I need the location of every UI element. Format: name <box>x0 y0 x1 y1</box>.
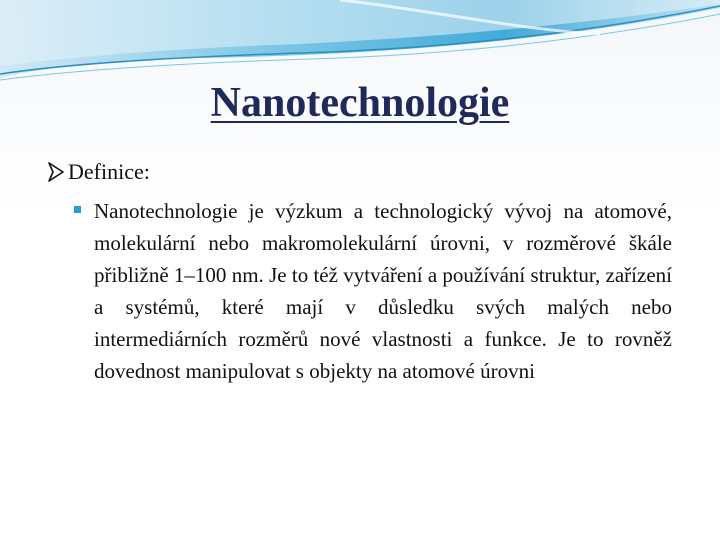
square-bullet-icon <box>74 206 81 213</box>
definition-text: Nanotechnologie je výzkum a technologický vývoj na atomové, molekulární nebo makromolekulární úrovni, v rozměrové škále přibližně 1–100 nm. Je to též vytváření a používání struktur, zařízení a systémů, které mají v důsledku svých malých nebo intermediárních rozměrů nové vlastnosti a funkce. Je to rovněž dovednost manipulovat s objekty na atomové úrovni <box>94 199 672 383</box>
definition-heading: Definice: <box>68 159 150 184</box>
header-wave-decoration <box>0 0 720 90</box>
arrow-bullet-icon <box>46 160 66 184</box>
definition-item <box>72 195 672 387</box>
definition-heading-item <box>46 156 150 188</box>
page-title: Nanotechnologie <box>210 80 510 126</box>
